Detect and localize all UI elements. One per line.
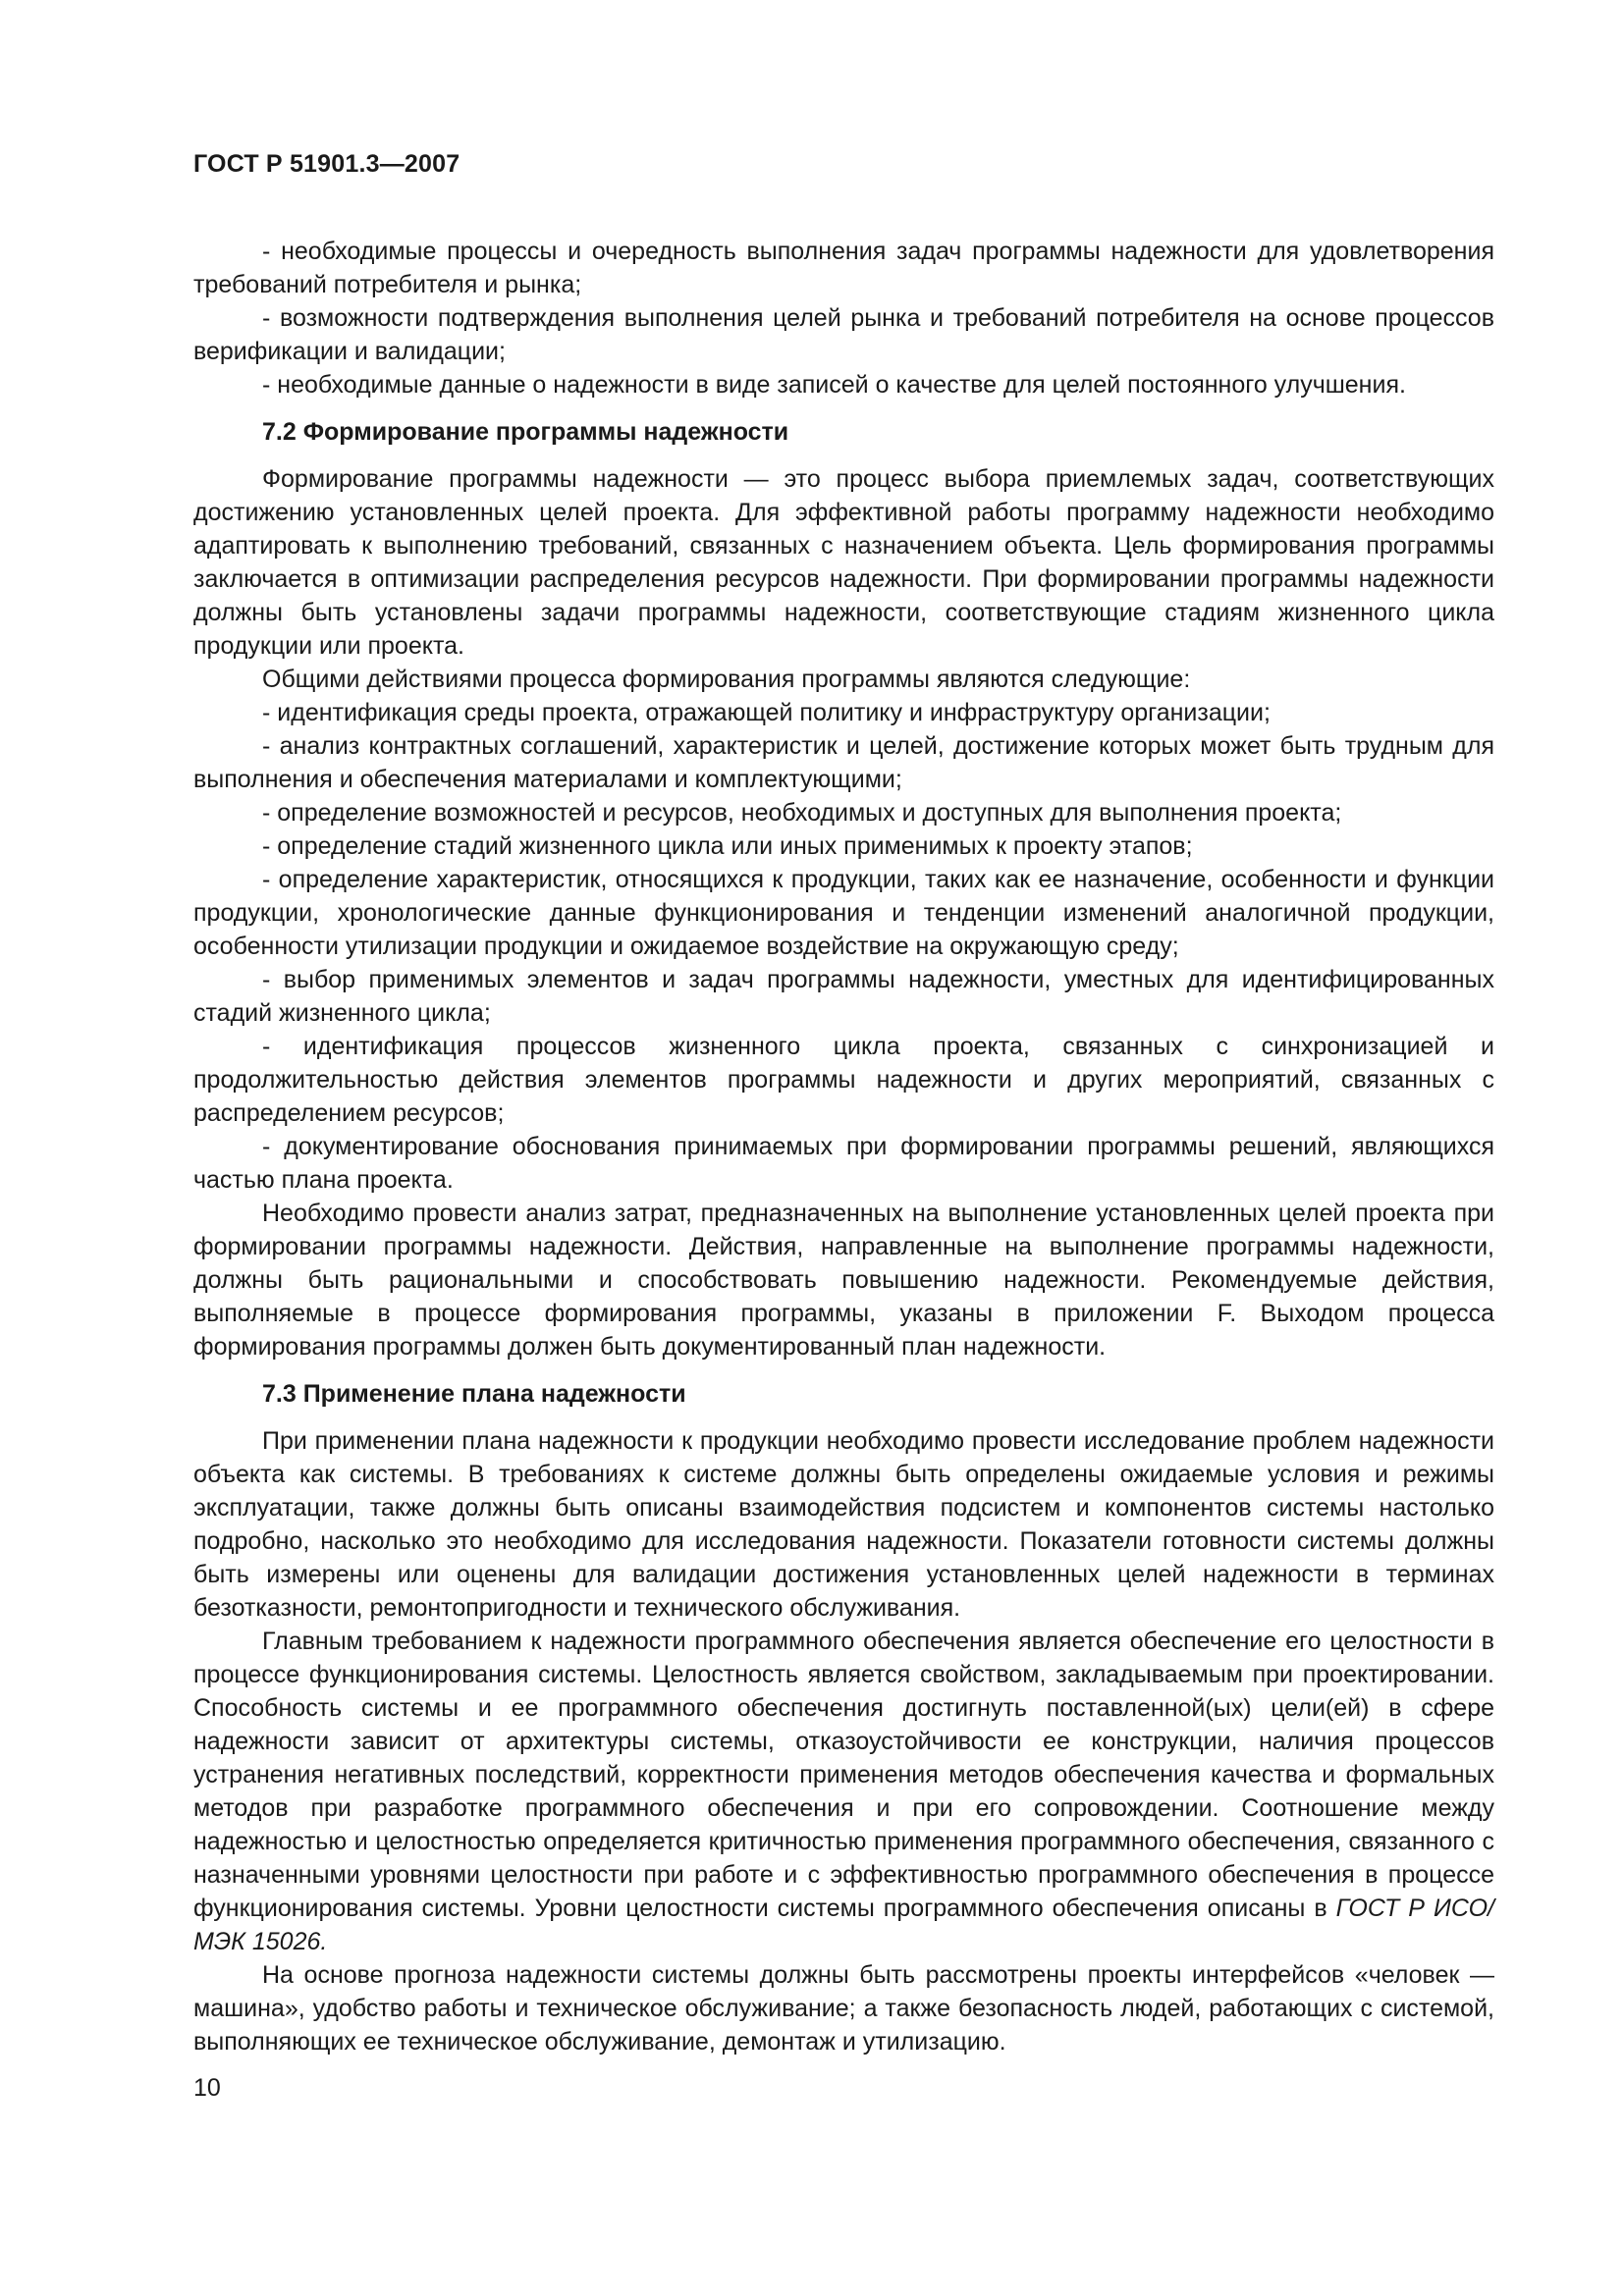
paragraph-text: Главным требованием к надежности программного обеспечения является обеспечение его целостности в процессе функционирования системы. Целостность является свойством, закладываемым при проектировании. Способность системы и ее программного обеспечения достигнуть поставленной(ых) цели(ей) в сфере надежности зависит от архитектуры системы, отказоустойчивости ее конструкции, наличия процессов устранения негативных последствий, корректности применения методов обеспечения качества и формальных методов при разработке программного обеспечения и при его сопровождении. Соотношение между надежностью и целостностью определяется критичностью применения программного обеспечения, связанного с назначенными уровнями целостности при работе и с эффективностью программного обеспечения в процессе функционирования системы. Уровни целостности системы программного обеспечения описаны в bbox=[193, 1628, 1494, 1922]
standard-reference: ГОСТ Р ИСО/МЭК 15026. bbox=[193, 1895, 1494, 1955]
paragraph: Формирование программы надежности — это процесс выбора приемлемых задач, соответствующих достижению установленных целей проекта. Для эффективной работы программу надежности необходимо адаптировать к выполнению требований, связанных с назначением объекта. Цель формирования программы заключается в оптимизации распределения ресурсов надежности. При формировании программы надежности должны быть установлены задачи программы надежности, соответствующие стадиям жизненного цикла продукции или проекта. bbox=[193, 465, 1494, 660]
section-7-3-body bbox=[193, 1424, 1494, 2058]
list-item: - необходимые данные о надежности в виде записей о качестве для целей постоянного улучшения. bbox=[262, 371, 1406, 399]
paragraph bbox=[193, 1625, 1494, 1958]
paragraph: Необходимо провести анализ затрат, предназначенных на выполнение установленных целей проекта при формировании программы надежности. Действия, направленные на выполнение программы надежности, должны быть рациональными и способствовать повышению надежности. Рекомендуемые действия, выполняемые в процессе формирования программы, указаны в приложении F. Выходом процесса формирования программы должен быть документированный план надежности. bbox=[193, 1200, 1494, 1361]
list-item: - возможности подтверждения выполнения целей рынка и требований потребителя на основе процессов верификации и валидации; bbox=[193, 304, 1494, 365]
paragraph: При применении плана надежности к продукции необходимо провести исследование проблем надежности объекта как системы. В требованиях к системе должны быть определены ожидаемые условия и режимы эксплуатации, также должны быть описаны взаимодействия подсистем и компонентов системы настолько подробно, насколько это необходимо для исследования надежности. Показатели готовности системы должны быть измерены или оценены для валидации достижения установленных целей надежности в терминах безотказности, ремонтопригодности и технического обслуживания. bbox=[193, 1427, 1494, 1622]
list-item: - определение стадий жизненного цикла или иных применимых к проекту этапов; bbox=[262, 832, 1193, 860]
list-item: - необходимые процессы и очередность выполнения задач программы надежности для удовлетворения требований потребителя и рынка; bbox=[193, 238, 1494, 298]
section-7-2-body bbox=[193, 462, 1494, 1363]
list-item: - выбор применимых элементов и задач программы надежности, уместных для идентифицированных стадий жизненного цикла; bbox=[193, 966, 1494, 1027]
list-item: - определение возможностей и ресурсов, необходимых и доступных для выполнения проекта; bbox=[262, 799, 1342, 827]
list-item: - идентификация среды проекта, отражающей политику и инфраструктуру организации; bbox=[262, 699, 1271, 726]
list-item: - анализ контрактных соглашений, характеристик и целей, достижение которых может быть трудным для выполнения и обеспечения материалами и комплектующими; bbox=[193, 732, 1494, 793]
document-code-header: ГОСТ Р 51901.3—2007 bbox=[193, 150, 460, 178]
section-heading-7-3: 7.3 Применение плана надежности bbox=[262, 1380, 686, 1408]
paragraph: Общими действиями процесса формирования программы являются следующие: bbox=[262, 666, 1191, 693]
section-heading-7-2: 7.2 Формирование программы надежности bbox=[262, 418, 789, 446]
intro-list bbox=[193, 235, 1494, 401]
document-page bbox=[193, 147, 1494, 2058]
list-item: - определение характеристик, относящихся к продукции, таких как ее назначение, особенности и функции продукции, хронологические данные функционирования и тенденции изменений аналогичной продукции, особенности утилизации продукции и ожидаемое воздействие на окружающую среду; bbox=[193, 866, 1494, 960]
list-item: - идентификация процессов жизненного цикла проекта, связанных с синхронизацией и продолжительностью действия элементов программы надежности и других мероприятий, связанных с распределением ресурсов; bbox=[193, 1033, 1494, 1127]
page-number: 10 bbox=[193, 2074, 221, 2102]
list-item: - документирование обоснования принимаемых при формировании программы решений, являющихся частью плана проекта. bbox=[193, 1133, 1494, 1194]
paragraph: На основе прогноза надежности системы должны быть рассмотрены проекты интерфейсов «человек — машина», удобство работы и техническое обслуживание; а также безопасность людей, работающих с системой, выполняющих ее техническое обслуживание, демонтаж и утилизацию. bbox=[193, 1961, 1494, 2056]
